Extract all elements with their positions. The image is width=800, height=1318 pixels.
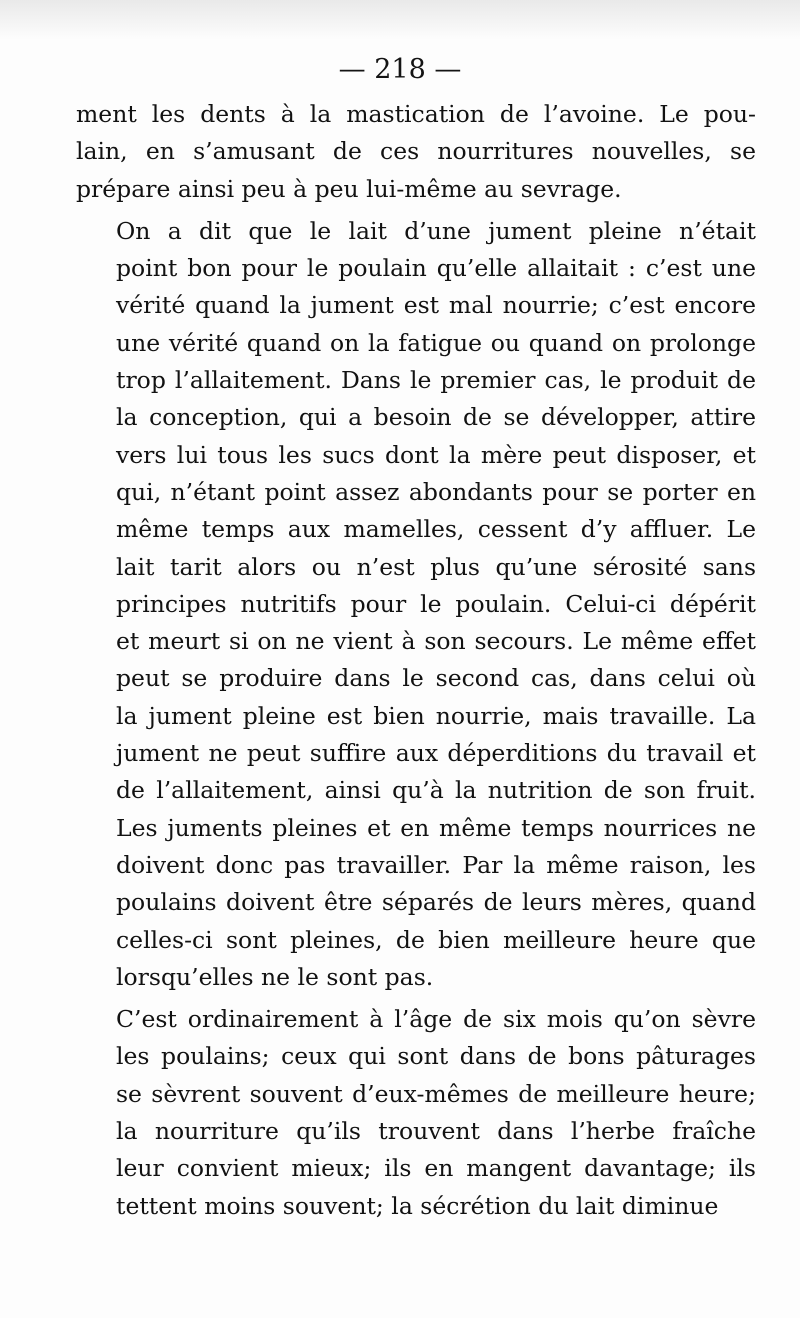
text-line: même temps aux mamelles, cessent d’y affluer. Le — [116, 515, 756, 544]
text-line: celles-ci sont pleines, de bien meilleure heure que — [116, 925, 756, 954]
page-edge-shadow — [0, 0, 800, 40]
text-line: On a dit que le lait d’une jument pleine n’était — [116, 216, 756, 245]
paragraph — [76, 213, 756, 996]
text-line: jument ne peut suffire aux déperditions du travail et — [116, 739, 756, 768]
paragraph — [76, 1001, 756, 1225]
text-line: ment les dents à la mastication de l’avoine. Le pou- — [76, 100, 756, 128]
text-line: C’est ordinairement à l’âge de six mois qu’on sèvre — [116, 1005, 756, 1034]
text-line: point bon pour le poulain qu’elle allaitait : c’est une — [116, 254, 756, 283]
text-line: une vérité quand on la fatigue ou quand on prolonge — [116, 328, 756, 357]
text-line: les poulains; ceux qui sont dans de bons pâturages — [116, 1042, 756, 1071]
page-number: — 218 — — [338, 54, 462, 85]
text-line: de l’allaitement, ainsi qu’à la nutrition de son fruit. — [116, 776, 756, 805]
text-line: doivent donc pas travailler. Par la même raison, les — [116, 850, 756, 879]
text-line: lorsqu’elles ne le sont pas. — [116, 962, 434, 991]
text-line: qui, n’étant point assez abondants pour se porter en — [116, 477, 756, 506]
text-line: la nourriture qu’ils trouvent dans l’herbe fraîche — [116, 1117, 756, 1146]
text-line: la conception, qui a besoin de se développer, attire — [116, 403, 756, 432]
text-line: lait tarit alors ou n’est plus qu’une sérosité sans — [116, 552, 756, 581]
text-line: se sèvrent souvent d’eux-mêmes de meilleure heure; — [116, 1079, 756, 1108]
text-line: principes nutritifs pour le poulain. Celui-ci dépérit — [116, 589, 756, 618]
body-text — [76, 96, 756, 1225]
text-line: trop l’allaitement. Dans le premier cas, le produit de — [116, 366, 756, 395]
text-line: tettent moins souvent; la sécrétion du lait diminue — [116, 1191, 719, 1220]
text-line: et meurt si on ne vient à son secours. Le même effet — [116, 627, 756, 656]
text-line: la jument pleine est bien nourrie, mais travaille. La — [116, 701, 756, 730]
text-line: prépare ainsi peu à peu lui-même au sevrage. — [76, 174, 622, 203]
text-line: vers lui tous les sucs dont la mère peut disposer, et — [116, 440, 756, 469]
text-line: peut se produire dans le second cas, dans celui où — [116, 664, 756, 693]
text-line: lain, en s’amusant de ces nourritures nouvelles, se — [76, 137, 756, 166]
text-line: leur convient mieux; ils en mangent davantage; ils — [116, 1154, 756, 1183]
text-line: Les juments pleines et en même temps nourrices ne — [116, 813, 756, 842]
text-line: vérité quand la jument est mal nourrie; c’est encore — [116, 291, 756, 320]
text-line: poulains doivent être séparés de leurs mères, quand — [116, 888, 756, 917]
paragraph — [76, 96, 756, 208]
